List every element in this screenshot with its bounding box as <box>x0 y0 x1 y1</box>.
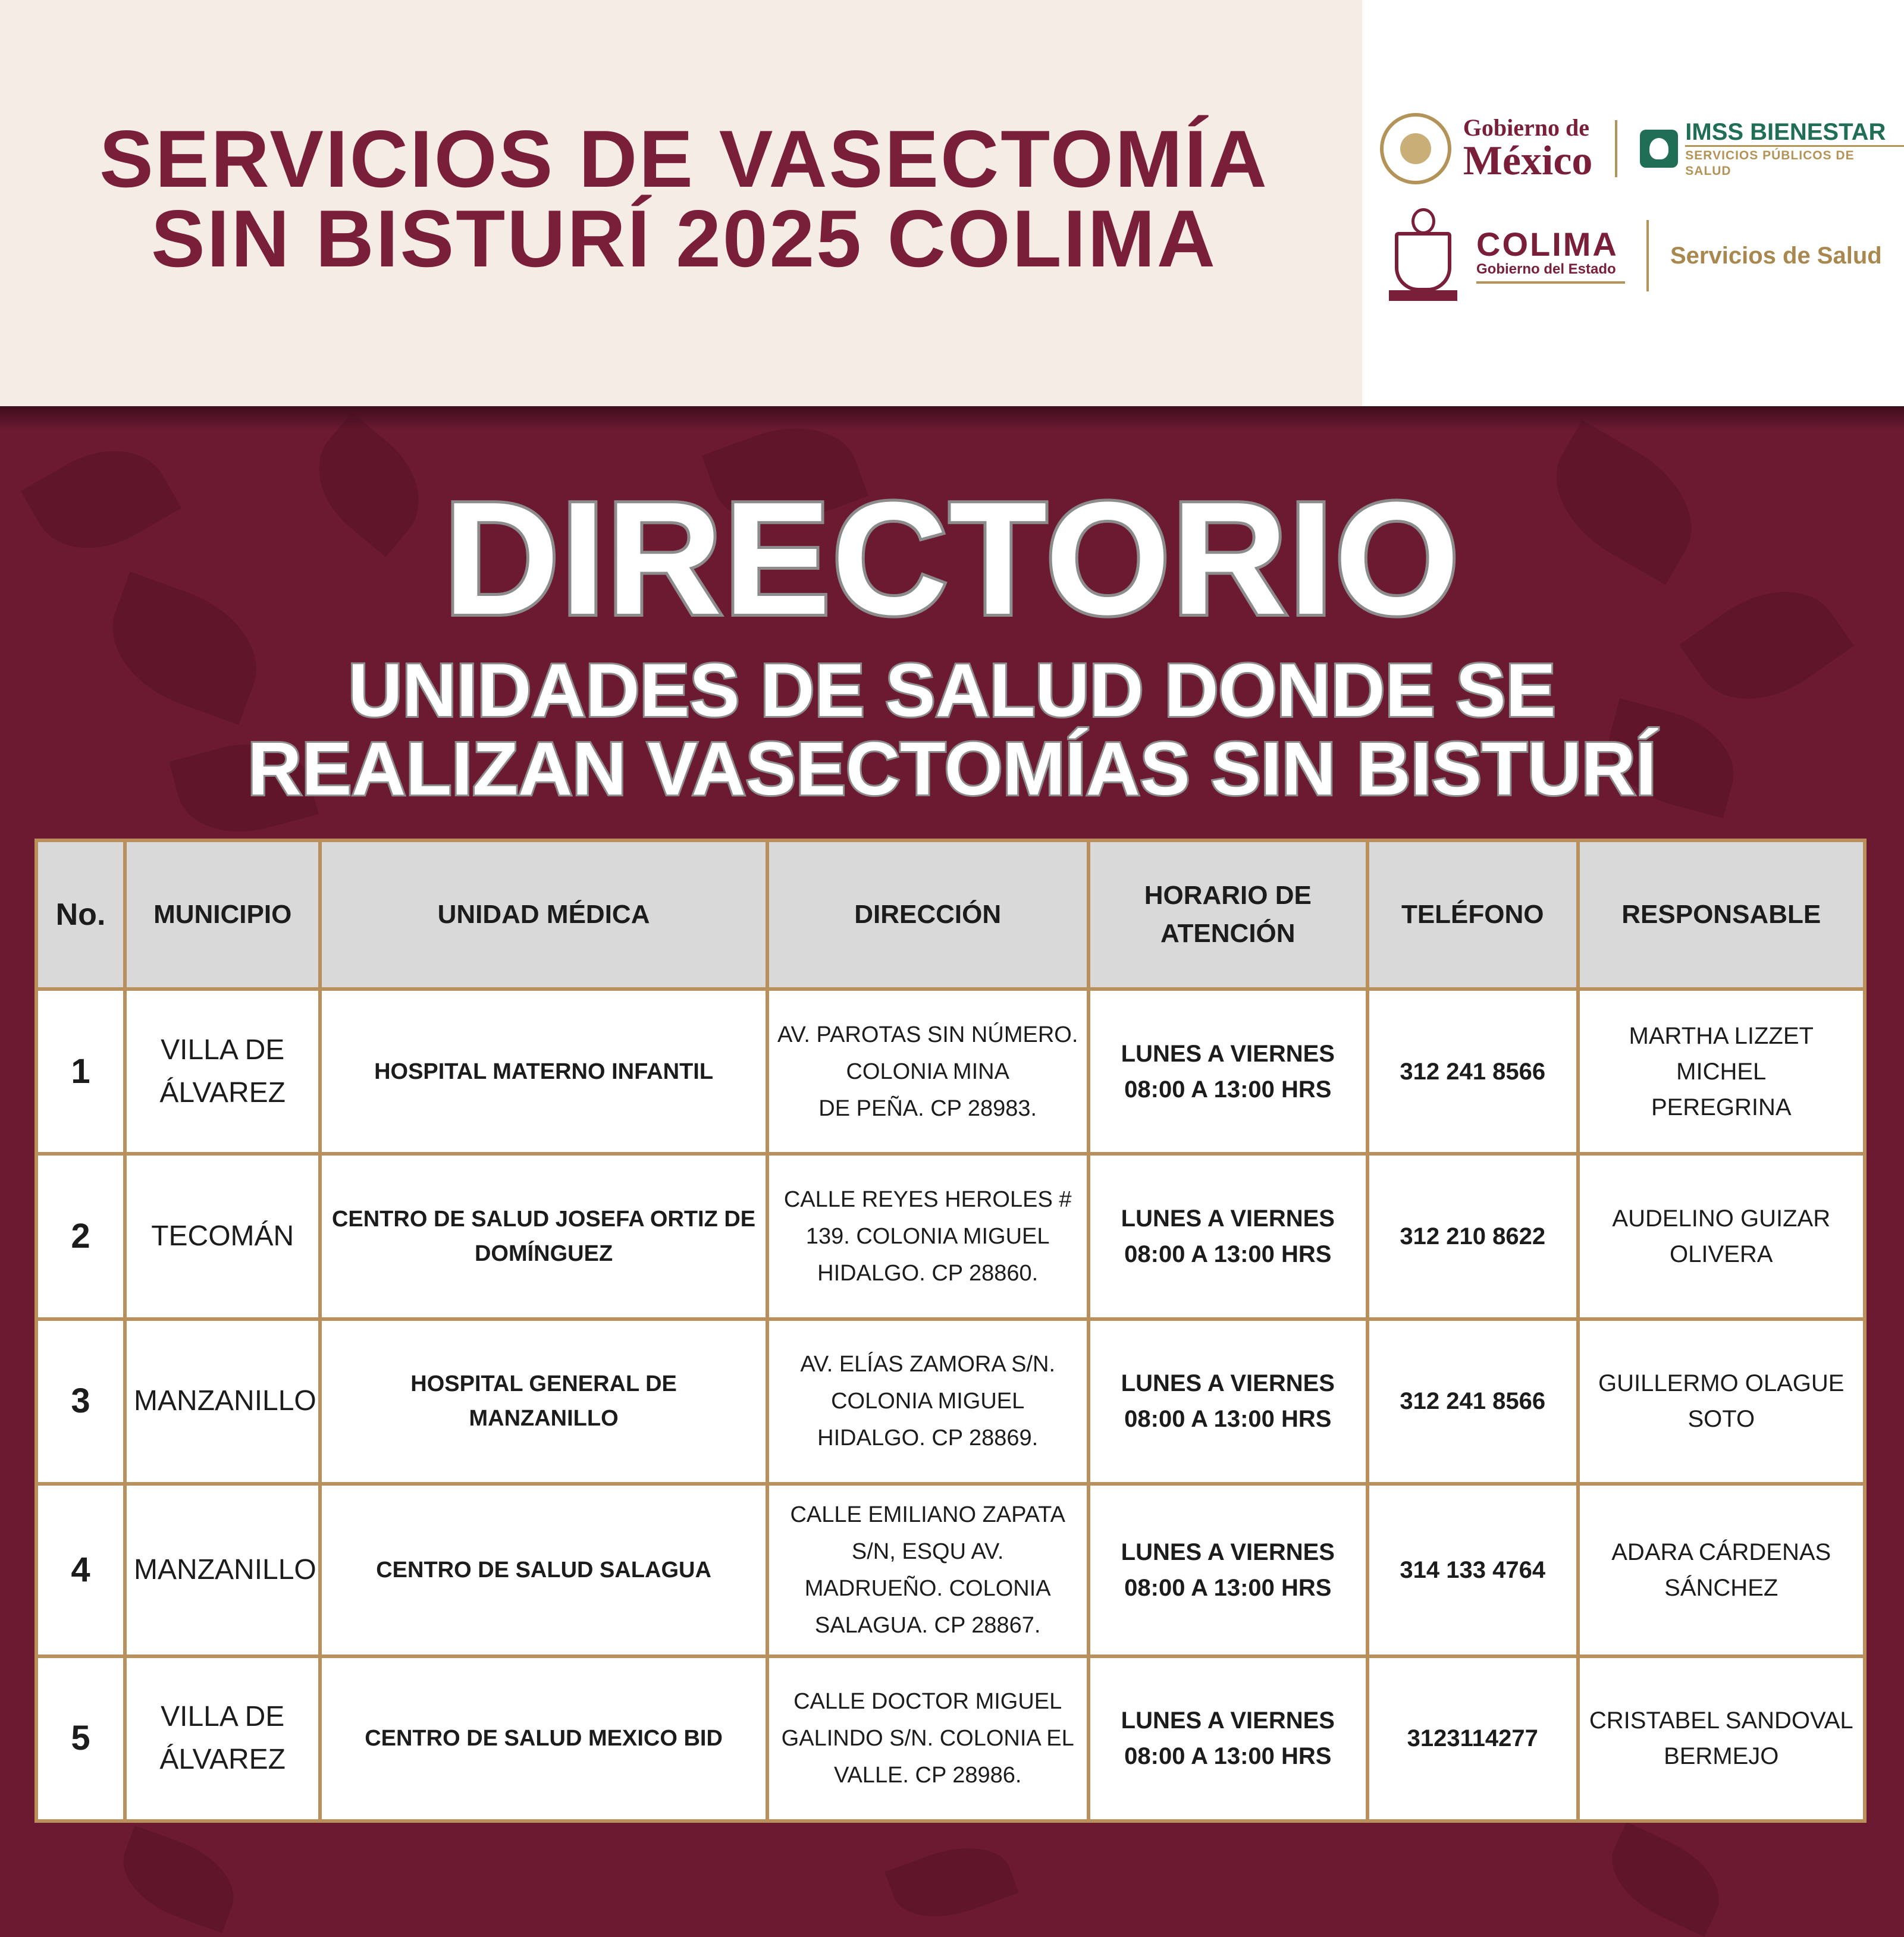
gobierno-big-text: México <box>1463 138 1593 184</box>
cell-no: 3 <box>38 1321 123 1482</box>
cell-municipio: VILLA DE ÁLVAREZ <box>127 991 318 1152</box>
cell-direccion: CALLE REYES HEROLES # 139. COLONIA MIGUEL HIDALGO. CP 28860. <box>769 1156 1087 1317</box>
mexico-seal-icon <box>1380 113 1451 184</box>
cell-no: 5 <box>38 1658 123 1819</box>
table-row <box>38 1486 1863 1655</box>
logos-panel <box>1362 0 1904 406</box>
cell-unidad: CENTRO DE SALUD JOSEFA ORTIZ DE DOMÍNGUEZ <box>322 1156 765 1317</box>
colima-ornament <box>1476 281 1625 284</box>
cell-unidad: CENTRO DE SALUD MEXICO BID <box>322 1658 765 1819</box>
cell-responsable: CRISTABEL SANDOVAL BERMEJO <box>1580 1658 1864 1819</box>
cell-direccion: CALLE DOCTOR MIGUEL GALINDO S/N. COLONIA EL VALLE. CP 28986. <box>769 1658 1087 1819</box>
cell-telefono: 312 210 8622 <box>1369 1156 1576 1317</box>
cell-telefono: 312 241 8566 <box>1369 1321 1576 1482</box>
cell-no: 4 <box>38 1486 123 1655</box>
logo-row-federal <box>1380 113 1904 184</box>
cell-horario: LUNES A VIERNES 08:00 A 13:00 HRS <box>1090 1658 1366 1819</box>
colima-crest-icon <box>1389 208 1457 303</box>
page-title <box>59 114 1309 284</box>
table-header-row <box>38 842 1863 987</box>
directory-table-frame <box>34 839 1867 1823</box>
colima-big-text: COLIMA <box>1476 225 1618 263</box>
table-row <box>38 1321 1863 1482</box>
table-row <box>38 1156 1863 1317</box>
page-title-line2: SIN BISTURÍ 2025 COLIMA <box>151 193 1217 284</box>
imss-small-text: SERVICIOS PÚBLICOS DE SALUD <box>1685 145 1904 179</box>
cell-direccion: CALLE EMILIANO ZAPATA S/N, ESQU AV. MADRUEÑO. COLONIA SALAGUA. CP 28867. <box>769 1486 1087 1655</box>
colima-small-text: Gobierno del Estado <box>1476 261 1616 277</box>
directorio-subtitle <box>0 648 1904 811</box>
cell-responsable: AUDELINO GUIZAR OLIVERA <box>1580 1156 1864 1317</box>
cell-responsable: GUILLERMO OLAGUE SOTO <box>1580 1321 1864 1482</box>
cell-unidad: HOSPITAL MATERNO INFANTIL <box>322 991 765 1152</box>
cell-no: 2 <box>38 1156 123 1317</box>
servicios-salud-logo: Servicios de Salud <box>1670 242 1882 269</box>
cell-responsable: MARTHA LIZZET MICHEL PEREGRINA <box>1580 991 1864 1152</box>
header-telefono: TELÉFONO <box>1369 842 1576 987</box>
table-row <box>38 1658 1863 1819</box>
cell-municipio: TECOMÁN <box>127 1156 318 1317</box>
cell-direccion: AV. PAROTAS SIN NÚMERO. COLONIA MINA DE PEÑA. CP 28983. <box>769 991 1087 1152</box>
subtitle-line2: REALIZAN VASECTOMÍAS SIN BISTURÍ <box>247 727 1657 811</box>
page-title-line1: SERVICIOS DE VASECTOMÍA <box>99 114 1269 204</box>
cell-municipio: MANZANILLO <box>127 1486 318 1655</box>
header-horario-line2: ATENCIÓN <box>1160 919 1296 948</box>
header-municipio: MUNICIPIO <box>127 842 318 987</box>
header-shadow <box>0 406 1904 430</box>
directory-table <box>34 839 1867 1823</box>
subtitle-line1: UNIDADES DE SALUD DONDE SE <box>348 648 1556 732</box>
table-row <box>38 991 1863 1152</box>
cell-telefono: 3123114277 <box>1369 1658 1576 1819</box>
cell-horario: LUNES A VIERNES 08:00 A 13:00 HRS <box>1090 991 1366 1152</box>
gobierno-small-text: Gobierno de <box>1463 114 1589 141</box>
logo-divider-2 <box>1646 220 1649 291</box>
cell-no: 1 <box>38 991 123 1152</box>
header-responsable: RESPONSABLE <box>1580 842 1864 987</box>
directorio-title: DIRECTORIO <box>443 469 1461 648</box>
header-unidad: UNIDAD MÉDICA <box>322 842 765 987</box>
imss-bienestar-logo <box>1685 119 1904 179</box>
header-horario-line1: HORARIO DE <box>1144 881 1312 910</box>
cell-responsable: ADARA CÁRDENAS SÁNCHEZ <box>1580 1486 1864 1655</box>
imss-big-text: IMSS BIENESTAR <box>1685 118 1886 145</box>
logo-row-state <box>1389 208 1882 303</box>
header-no: No. <box>38 842 123 987</box>
gobierno-mexico-logo <box>1463 115 1593 182</box>
header-horario <box>1090 842 1366 987</box>
cell-horario: LUNES A VIERNES 08:00 A 13:00 HRS <box>1090 1321 1366 1482</box>
cell-municipio: MANZANILLO <box>127 1321 318 1482</box>
colima-logo <box>1476 225 1625 284</box>
cell-horario: LUNES A VIERNES 08:00 A 13:00 HRS <box>1090 1156 1366 1317</box>
cell-telefono: 312 241 8566 <box>1369 991 1576 1152</box>
cell-municipio: VILLA DE ÁLVAREZ <box>127 1658 318 1819</box>
cell-telefono: 314 133 4764 <box>1369 1486 1576 1655</box>
cell-unidad: HOSPITAL GENERAL DE MANZANILLO <box>322 1321 765 1482</box>
imss-bienestar-icon <box>1640 130 1678 168</box>
cell-unidad: CENTRO DE SALUD SALAGUA <box>322 1486 765 1655</box>
header-direccion: DIRECCIÓN <box>769 842 1087 987</box>
cell-direccion: AV. ELÍAS ZAMORA S/N. COLONIA MIGUEL HIDALGO. CP 28869. <box>769 1321 1087 1482</box>
logo-divider <box>1615 120 1617 177</box>
cell-horario: LUNES A VIERNES 08:00 A 13:00 HRS <box>1090 1486 1366 1655</box>
